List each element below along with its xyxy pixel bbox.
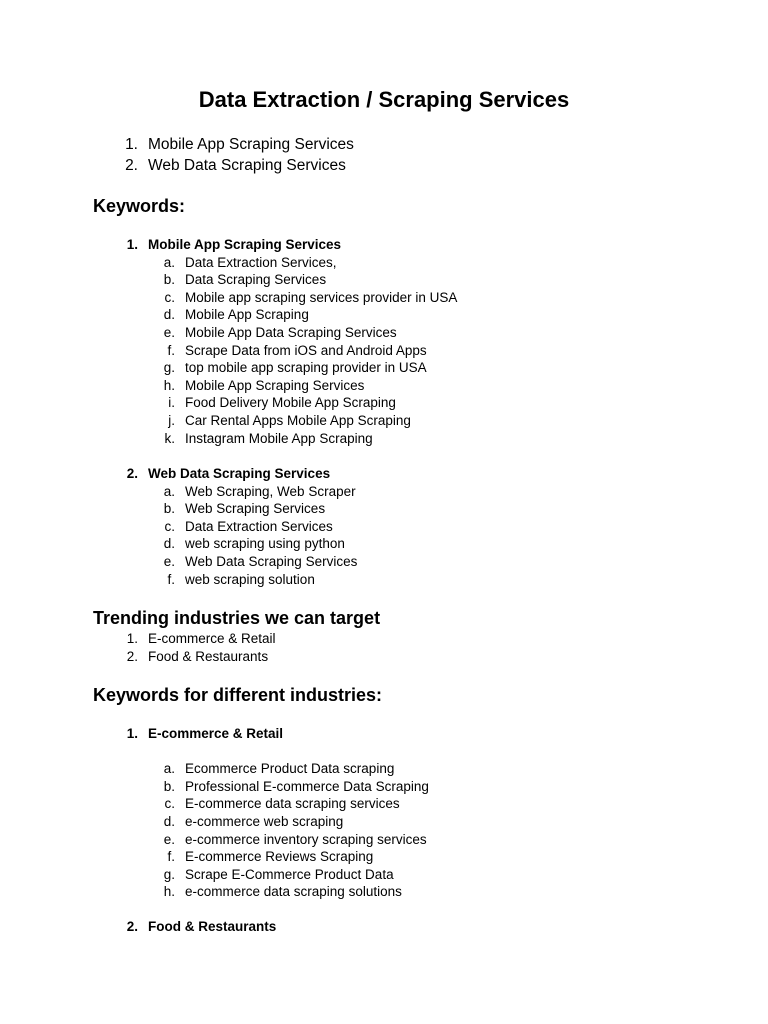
trending-list <box>116 630 276 665</box>
intro-list <box>116 135 354 177</box>
list-marker: k. <box>164 430 175 446</box>
list-item-text: Mobile App Scraping Services <box>148 136 354 153</box>
list-item-text: E-commerce data scraping services <box>185 796 400 812</box>
list-item-text: Food Delivery Mobile App Scraping <box>185 395 396 411</box>
list-item <box>157 342 457 360</box>
list-marker: d. <box>163 307 175 323</box>
list-marker: h. <box>163 884 175 900</box>
list-item-text: Web Data Scraping Services <box>185 553 358 569</box>
sub-list <box>157 483 357 589</box>
list-item-text: E-commerce & Retail <box>148 631 276 646</box>
group-title-text: Food & Restaurants <box>148 919 277 934</box>
list-item-text: Mobile app scraping services provider in USA <box>185 289 458 305</box>
page-title: Data Extraction / Scraping Services <box>198 87 570 112</box>
list-item <box>157 535 357 553</box>
group-title <box>116 918 276 936</box>
group-title <box>116 725 429 743</box>
group-title-text: Web Data Scraping Services <box>148 466 331 481</box>
list-item <box>157 866 429 884</box>
keyword-group-mobile <box>116 236 457 447</box>
list-item-text: Data Extraction Services, <box>185 254 337 270</box>
list-item <box>157 394 457 412</box>
list-marker: b. <box>163 501 175 517</box>
list-marker: e. <box>163 831 175 847</box>
industry-group-food <box>116 918 276 936</box>
list-marker: b. <box>163 778 175 794</box>
list-item-text: Instagram Mobile App Scraping <box>185 430 373 446</box>
list-marker: j. <box>168 412 175 428</box>
list-item-text: e-commerce data scraping solutions <box>185 884 402 900</box>
list-item-text: Food & Restaurants <box>148 648 269 664</box>
list-item-text: Car Rental Apps Mobile App Scraping <box>185 412 411 428</box>
list-item <box>157 553 357 571</box>
keyword-group-web <box>116 465 357 588</box>
list-marker: 1. <box>126 631 138 646</box>
list-item <box>157 500 357 518</box>
list-marker: g. <box>163 866 175 882</box>
list-item <box>157 883 429 901</box>
list-item <box>116 648 276 666</box>
list-marker: c. <box>164 289 175 305</box>
list-item-text: Scrape E-Commerce Product Data <box>185 866 394 882</box>
list-item <box>157 254 457 272</box>
list-item <box>157 289 457 307</box>
list-item-text: web scraping solution <box>185 571 315 587</box>
list-marker: 2. <box>126 648 138 664</box>
list-item <box>157 571 357 589</box>
list-item <box>157 306 457 324</box>
list-item <box>157 430 457 448</box>
list-item <box>157 359 457 377</box>
list-item <box>157 324 457 342</box>
list-marker: h. <box>163 377 175 393</box>
list-marker: g. <box>163 360 175 376</box>
list-item-text: e-commerce web scraping <box>185 813 344 829</box>
list-marker: d. <box>163 536 175 552</box>
list-item-text: Data Scraping Services <box>185 272 327 288</box>
industry-group-ecommerce <box>116 725 429 901</box>
list-item-text: Mobile App Data Scraping Services <box>185 324 397 340</box>
list-marker: 1. <box>125 136 138 153</box>
group-title-text: Mobile App Scraping Services <box>148 237 342 252</box>
list-marker: a. <box>163 761 175 777</box>
list-marker: 2. <box>126 466 138 481</box>
list-item-text: Scrape Data from iOS and Android Apps <box>185 342 427 358</box>
list-item-text: Web Scraping, Web Scraper <box>185 483 356 499</box>
group-title <box>116 465 357 483</box>
list-item-text: web scraping using python <box>185 536 345 552</box>
list-marker: f. <box>167 342 175 358</box>
list-marker: 2. <box>126 919 138 934</box>
list-marker: c. <box>164 518 175 534</box>
list-marker: b. <box>163 272 175 288</box>
list-item-text: Professional E-commerce Data Scraping <box>185 778 429 794</box>
group-title <box>116 236 457 254</box>
list-item <box>157 483 357 501</box>
list-item <box>116 156 354 177</box>
list-item-text: e-commerce inventory scraping services <box>185 831 427 847</box>
list-item-text: Mobile App Scraping <box>185 307 309 323</box>
list-item-text: top mobile app scraping provider in USA <box>185 360 427 376</box>
list-marker: 1. <box>126 726 138 741</box>
list-item-text: Data Extraction Services <box>185 518 333 534</box>
list-marker: e. <box>163 324 175 340</box>
keywords-heading: Keywords: <box>93 196 186 216</box>
list-item <box>157 778 429 796</box>
list-item <box>116 630 276 648</box>
list-marker: e. <box>163 553 175 569</box>
list-marker: a. <box>163 254 175 270</box>
list-item <box>157 813 429 831</box>
list-item-text: Web Scraping Services <box>185 501 326 517</box>
list-item-text: Web Data Scraping Services <box>148 157 346 174</box>
group-title-text: E-commerce & Retail <box>148 726 284 741</box>
list-marker: d. <box>163 813 175 829</box>
list-marker: f. <box>167 849 175 865</box>
list-marker: 1. <box>126 237 138 252</box>
sub-list <box>157 760 429 901</box>
list-marker: 2. <box>125 157 138 174</box>
list-marker: a. <box>163 483 175 499</box>
trending-heading: Trending industries we can target <box>93 608 381 628</box>
list-marker: c. <box>164 796 175 812</box>
list-item <box>157 271 457 289</box>
sub-list <box>157 254 457 448</box>
list-item-text: Mobile App Scraping Services <box>185 377 365 393</box>
list-item-text: E-commerce Reviews Scraping <box>185 849 374 865</box>
list-item <box>116 135 354 156</box>
list-item <box>157 760 429 778</box>
list-marker: f. <box>167 571 175 587</box>
list-item <box>157 412 457 430</box>
list-item <box>157 377 457 395</box>
list-item <box>157 518 357 536</box>
industries-heading: Keywords for different industries: <box>93 685 383 705</box>
list-item <box>157 848 429 866</box>
list-item <box>157 795 429 813</box>
list-item-text: Ecommerce Product Data scraping <box>185 761 395 777</box>
list-marker: i. <box>168 395 175 411</box>
list-item <box>157 831 429 849</box>
